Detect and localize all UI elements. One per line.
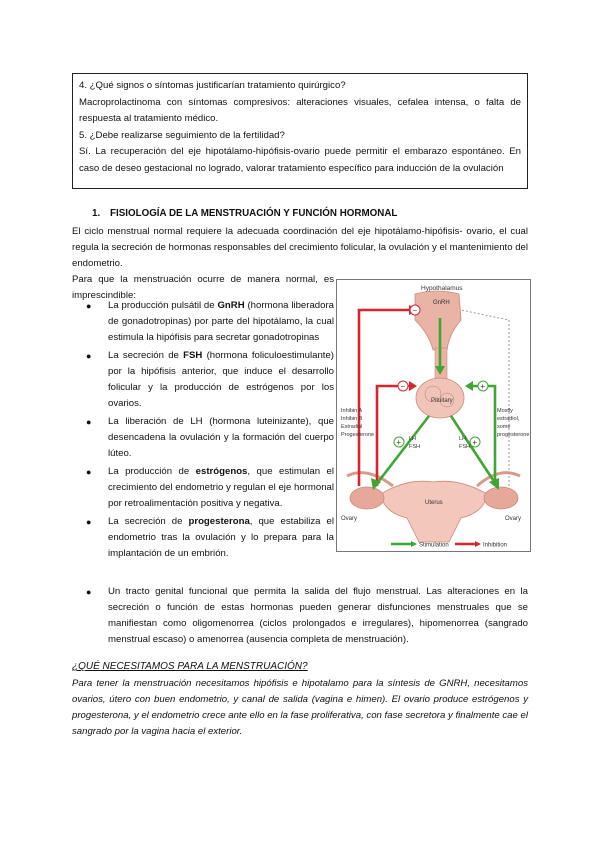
lh-fsh-arrow-right bbox=[451, 416, 497, 486]
bullet-icon: ● bbox=[86, 417, 92, 427]
legend-stimulation: Stimulation bbox=[419, 542, 449, 549]
inhibition-arrow-hypothalamus bbox=[359, 310, 415, 486]
label-lh-left: LH bbox=[409, 436, 417, 442]
section-number: 1. bbox=[92, 208, 101, 219]
label-pituitary: Pituitary bbox=[431, 398, 453, 404]
label-progesterone-2: progesterone bbox=[497, 432, 530, 438]
answer-5: Sí. La recuperación del eje hipotálamo-hipófisis-ovario puede permitir el embarazo espontáneo. En caso de deseo gestacional no logrado, valorar tratamiento específico para inducción de la ovulación bbox=[79, 146, 521, 174]
hormonal-axis-figure bbox=[336, 279, 531, 552]
label-ovary-left: Ovary bbox=[341, 516, 358, 522]
plus-sign: + bbox=[472, 438, 477, 447]
ovary-left-shape bbox=[350, 487, 384, 509]
minus-sign: − bbox=[412, 306, 418, 315]
list-item: ● La liberación de LH (hormona luteinizante), que desencadena la ovulación y la formación del cuerpo lúteo. bbox=[86, 416, 334, 459]
answer-4: Macroprolactinoma con síntomas compresivos: alteraciones visuales, cefalea intensa, o falta de respuesta al tratamiento médico. bbox=[79, 96, 521, 124]
list-item: ● La secreción de FSH (hormona foliculoestimulante) por la hipófisis anterior, que induce el desarrollo folicular y la producción de estrógenos por los ovarios. bbox=[86, 350, 334, 409]
label-progesterone: Progesterone bbox=[341, 432, 375, 438]
list-item: ● La secreción de progesterona, que estabiliza el endometrio tras la ovulación y lo prepara para la implantación de un embrión. bbox=[86, 516, 334, 559]
hormonal-axis-diagram bbox=[337, 280, 530, 551]
list-item: ● La producción de estrógenos, que estimulan el crecimiento del endometrio y regulan el eje hormonal por retroalimentación positiva y negativa. bbox=[86, 466, 334, 509]
ovary-right-shape bbox=[484, 487, 518, 509]
stimulation-arrow-hypothalamus bbox=[461, 310, 509, 486]
label-inhibin-b: Inhibin B bbox=[341, 416, 363, 422]
minus-sign: − bbox=[400, 382, 406, 391]
label-ovary-right: Ovary bbox=[505, 516, 522, 522]
label-some: some bbox=[497, 424, 511, 430]
label-uterus: Uterus bbox=[425, 500, 443, 506]
question-4: 4. ¿Qué signos o síntomas justificarían tratamiento quirúrgico? bbox=[79, 80, 346, 91]
question-answer: Para tener la menstruación necesitamos hipófisis e hipotalamo para la síntesis de GNRH, necesitamos ovarios, útero con buen endometrio, y canal de salida (vagina e himen). El ovario produce estrógenos y progesterona, y el endometrio crece ante ello en la fase proliferativa, con fase secretora y finalmente cae el sangrado por la vagina hacia el exterior. bbox=[72, 678, 528, 737]
stimulation-arrow-pituitary bbox=[467, 386, 495, 486]
bullet-icon: ● bbox=[86, 301, 92, 311]
section-title: FISIOLOGÍA DE LA MENSTRUACIÓN Y FUNCIÓN HORMONAL bbox=[110, 208, 398, 219]
bullet-icon: ● bbox=[86, 351, 92, 361]
label-hypothalamus: Hypothalamus bbox=[421, 285, 463, 292]
lead-paragraph: Para que la menstruación ocurre de manera normal, es imprescindible: bbox=[72, 274, 334, 301]
label-fsh-left: FSH bbox=[409, 444, 420, 450]
requirements-list bbox=[72, 298, 334, 564]
intro-paragraph: El ciclo menstrual normal requiere la adecuada coordinación del eje hipotálamo-hipófisis- ovario, el cual regula la secreción de hormonas responsables del crecimiento folicular, la ovulación y el mantenimiento del endometrio. bbox=[72, 226, 528, 269]
bullet-icon: ● bbox=[86, 467, 92, 477]
label-fsh-right: FSH bbox=[459, 444, 470, 450]
label-mostly: Mostly bbox=[497, 408, 513, 414]
qa-box bbox=[72, 73, 528, 189]
uterus-shape bbox=[381, 481, 487, 542]
question-5: 5. ¿Debe realizarse seguimiento de la fertilidad? bbox=[79, 129, 285, 141]
question-heading: ¿QUÉ NECESITAMOS PARA LA MENSTRUACIÓN? bbox=[72, 661, 308, 672]
label-estradiol: Estradiol bbox=[341, 424, 363, 430]
label-lh-right: LH bbox=[459, 436, 467, 442]
bullet-icon: ● bbox=[86, 587, 92, 597]
lh-fsh-arrow-left bbox=[375, 416, 429, 486]
label-gnrh: GnRH bbox=[433, 300, 450, 306]
list-item-tract: ● Un tracto genital funcional que permita la salida del flujo menstrual. Las alteraciones en la secreción o función de estas hormonas pueden generar disfunciones menstruales que se manifiestan como oligomenorrea (ciclos prolongados e irregulares), hipomenorrea (sangrado menstrual escaso) o amenorrea (ausencia completa de menstruación). bbox=[86, 586, 528, 645]
plus-sign: + bbox=[480, 382, 485, 391]
list-item: ● La producción pulsátil de GnRH (hormona liberadora de gonadotropinas) por parte del hipotálamo, la cual estimula la hipófisis para secretar gonadotropinas bbox=[86, 300, 334, 343]
label-estradiol-2: estradiol, bbox=[497, 416, 520, 422]
section-heading bbox=[92, 208, 397, 219]
legend-inhibition: Inhibition bbox=[483, 542, 508, 549]
plus-sign: + bbox=[396, 438, 401, 447]
bullet-icon: ● bbox=[86, 517, 92, 527]
label-inhibin-a: Inhibin A bbox=[341, 408, 363, 414]
